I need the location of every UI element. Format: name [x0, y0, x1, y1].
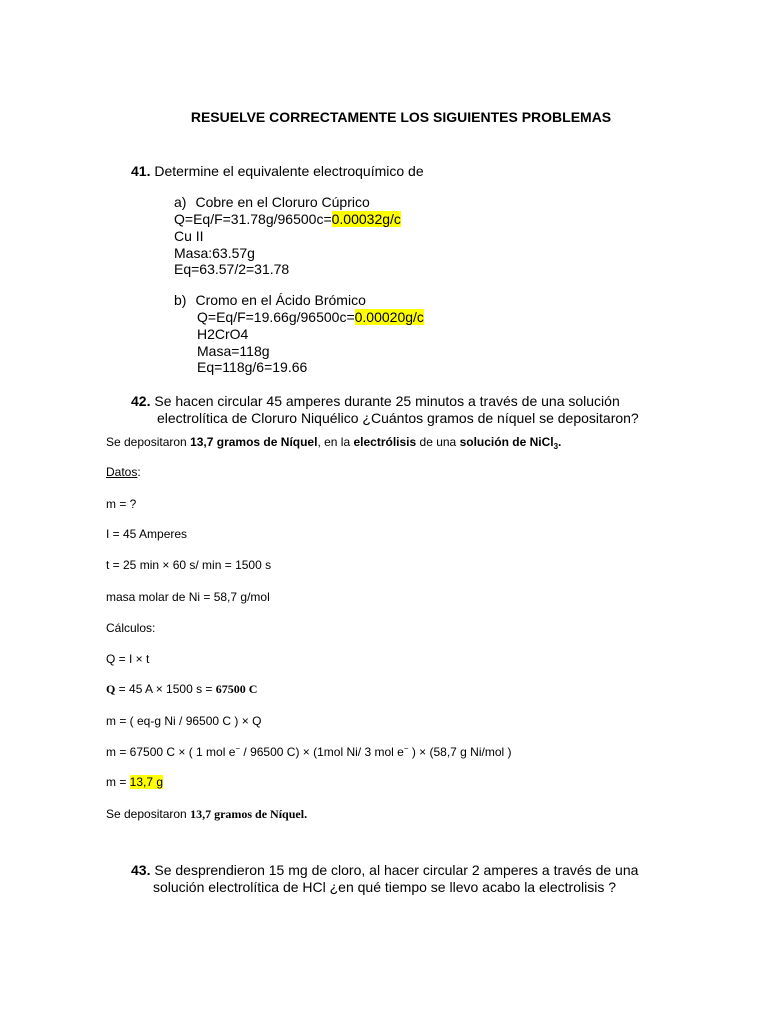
- answer-text: , en la: [317, 435, 354, 449]
- item-a-body: [174, 211, 401, 278]
- formula-line: [197, 309, 424, 326]
- body-line: Eq=63.57/2=31.78: [174, 261, 290, 278]
- body-line: Masa=118g: [197, 342, 270, 359]
- question-42: [131, 393, 620, 409]
- answer-summary: [106, 435, 561, 451]
- body-line: Masa:63.57g: [174, 244, 255, 261]
- question-text-line-1: Se hacen circular 45 amperes durante 25 minutos a través de una solución: [154, 393, 620, 409]
- question-number: 43.: [131, 862, 151, 878]
- calculos-label: Cálculos:: [106, 621, 156, 635]
- question-text-line-1: Se desprendieron 15 mg de cloro, al hacer circular 2 amperes a través de una: [154, 862, 639, 878]
- mass-result-prefix: m =: [106, 775, 130, 789]
- highlighted-result: 0.00020g/c: [354, 309, 424, 325]
- item-label: Cromo en el Ácido Brómico: [195, 292, 366, 308]
- item-a-heading: [174, 194, 370, 210]
- mass-calc-part: ) × (58,7 g Ni/mol ): [408, 745, 512, 759]
- superscript: −: [403, 744, 409, 753]
- datos-time: t = 25 min × 60 s/ min = 1500 s: [106, 558, 272, 572]
- answer-text: Se depositaron: [106, 435, 191, 449]
- datos-mass: m = ?: [106, 497, 137, 511]
- answer-bold: 13,7 gramos de Níquel: [190, 435, 318, 449]
- charge-result: 67500 C: [215, 682, 258, 696]
- charge-formula: Q = I × t: [106, 652, 150, 666]
- charge-expression: = 45 A × 1500 s =: [115, 682, 216, 696]
- formula-line: [174, 211, 401, 228]
- question-43: [131, 862, 638, 878]
- question-number: 42.: [131, 393, 151, 409]
- subscript: 3: [553, 442, 559, 451]
- item-marker: a): [174, 194, 187, 210]
- item-b-heading: [174, 292, 366, 308]
- formula: Q=Eq/F=19.66g/96500c=: [197, 309, 355, 325]
- superscript: −: [235, 744, 241, 753]
- mass-result-line: [106, 775, 163, 789]
- answer-bold: solución de NiCl: [459, 435, 554, 449]
- answer-bold: .: [558, 435, 562, 449]
- datos-molar-mass: masa molar de Ni = 58,7 g/mol: [106, 590, 270, 604]
- conclusion-bold: 13,7 gramos de Níquel.: [190, 807, 308, 821]
- question-text: Determine el equivalente electroquímico de: [154, 163, 424, 179]
- mass-calc-part: m = 67500 C × ( 1 mol e: [106, 745, 236, 759]
- conclusion-text: Se depositaron: [106, 807, 191, 821]
- question-number: 41.: [131, 163, 151, 179]
- datos-label-text: Datos: [106, 465, 138, 479]
- question-43-line-2: solución electrolítica de HCl ¿en qué tiempo se llevo acabo la electrolisis ?: [153, 879, 617, 895]
- datos-colon: :: [137, 465, 141, 479]
- question-42-line-2: electrolítica de Cloruro Niquélico ¿Cuántos gramos de níquel se depositaron?: [157, 410, 639, 426]
- item-b-body: [197, 309, 424, 376]
- highlighted-result: 0.00032g/c: [331, 211, 401, 227]
- mass-calculation: [106, 744, 512, 759]
- body-line: H2CrO4: [197, 325, 249, 342]
- highlighted-result: 13,7 g: [129, 775, 164, 789]
- charge-symbol: Q: [106, 682, 116, 696]
- body-line: Cu II: [174, 227, 204, 244]
- question-41: [131, 163, 424, 179]
- formula: Q=Eq/F=31.78g/96500c=: [174, 211, 332, 227]
- body-line: Eq=118g/6=19.66: [197, 359, 308, 376]
- page-title: RESUELVE CORRECTAMENTE LOS SIGUIENTES PROBLEMAS: [190, 109, 612, 125]
- datos-label: [106, 465, 141, 479]
- item-label: Cobre en el Cloruro Cúprico: [195, 194, 370, 210]
- datos-current: I = 45 Amperes: [106, 527, 188, 541]
- answer-text: de una: [416, 435, 460, 449]
- charge-calculation: [106, 682, 257, 697]
- mass-formula: m = ( eq-g Ni / 96500 C ) × Q: [106, 714, 262, 728]
- conclusion: [106, 807, 307, 822]
- item-marker: b): [174, 292, 187, 308]
- mass-calc-part: / 96500 C) × (1mol Ni/ 3 mol e: [240, 745, 404, 759]
- answer-bold: electrólisis: [353, 435, 417, 449]
